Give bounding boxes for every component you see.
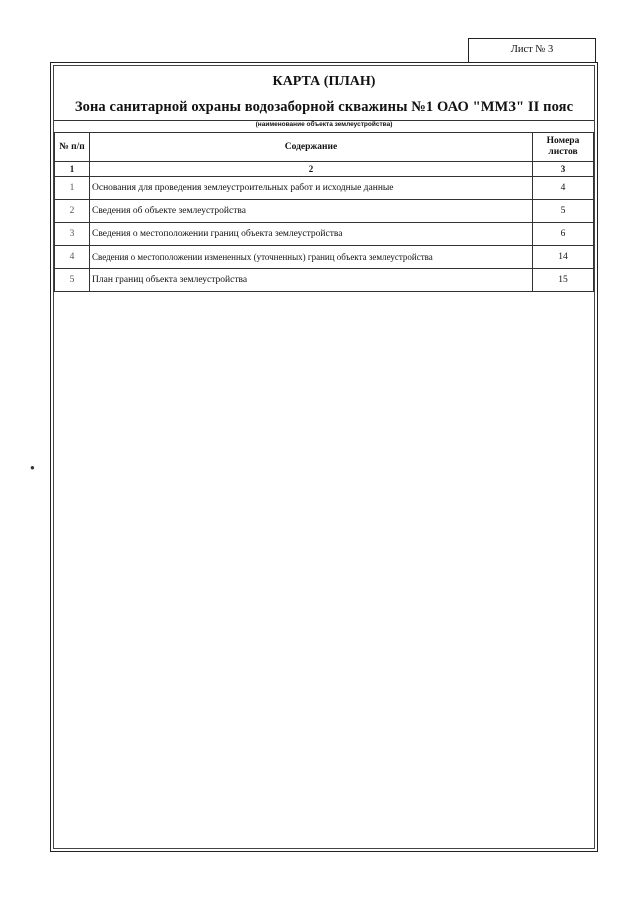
row-text: Сведения об объекте землеустройства [90, 200, 533, 223]
table-row [55, 223, 594, 246]
column-number: 3 [533, 162, 594, 177]
contents-table [54, 132, 594, 292]
row-num: 2 [55, 200, 90, 223]
table-row [55, 177, 594, 200]
column-number: 1 [55, 162, 90, 177]
row-num: 4 [55, 246, 90, 269]
row-sheets: 4 [533, 177, 594, 200]
row-sheets: 6 [533, 223, 594, 246]
row-text: Сведения о местоположении измененных (уточненных) границ объекта землеустройства [90, 246, 533, 269]
table-header-row [55, 133, 594, 162]
row-sheets: 15 [533, 269, 594, 292]
row-num: 3 [55, 223, 90, 246]
header-num: № п/п [55, 133, 90, 162]
document-title: КАРТА (ПЛАН) [272, 74, 376, 89]
table-row [55, 200, 594, 223]
table-row [55, 269, 594, 292]
row-text: План границ объекта землеустройства [90, 269, 533, 292]
scan-speck: ● [30, 463, 35, 472]
row-sheets: 14 [533, 246, 594, 269]
header-sheets: Номера листов [533, 133, 594, 162]
document-frame [50, 62, 598, 852]
row-text: Основания для проведения землеустроительных работ и исходные данные [90, 177, 533, 200]
column-number: 2 [90, 162, 533, 177]
row-num: 1 [55, 177, 90, 200]
document-inner-frame [53, 65, 595, 849]
sheet-number-box [468, 38, 596, 62]
object-caption: (наименование объекта землеустройства) [255, 121, 393, 128]
table-row [55, 246, 594, 269]
sheet-number: Лист № 3 [510, 44, 554, 55]
document-subtitle: Зона санитарной охраны водозаборной скважины №1 ОАО "ММЗ" II пояс [74, 99, 574, 115]
header-content: Содержание [90, 133, 533, 162]
row-sheets: 5 [533, 200, 594, 223]
row-text: Сведения о местоположении границ объекта землеустройства [90, 223, 533, 246]
column-number-row [55, 162, 594, 177]
row-num: 5 [55, 269, 90, 292]
